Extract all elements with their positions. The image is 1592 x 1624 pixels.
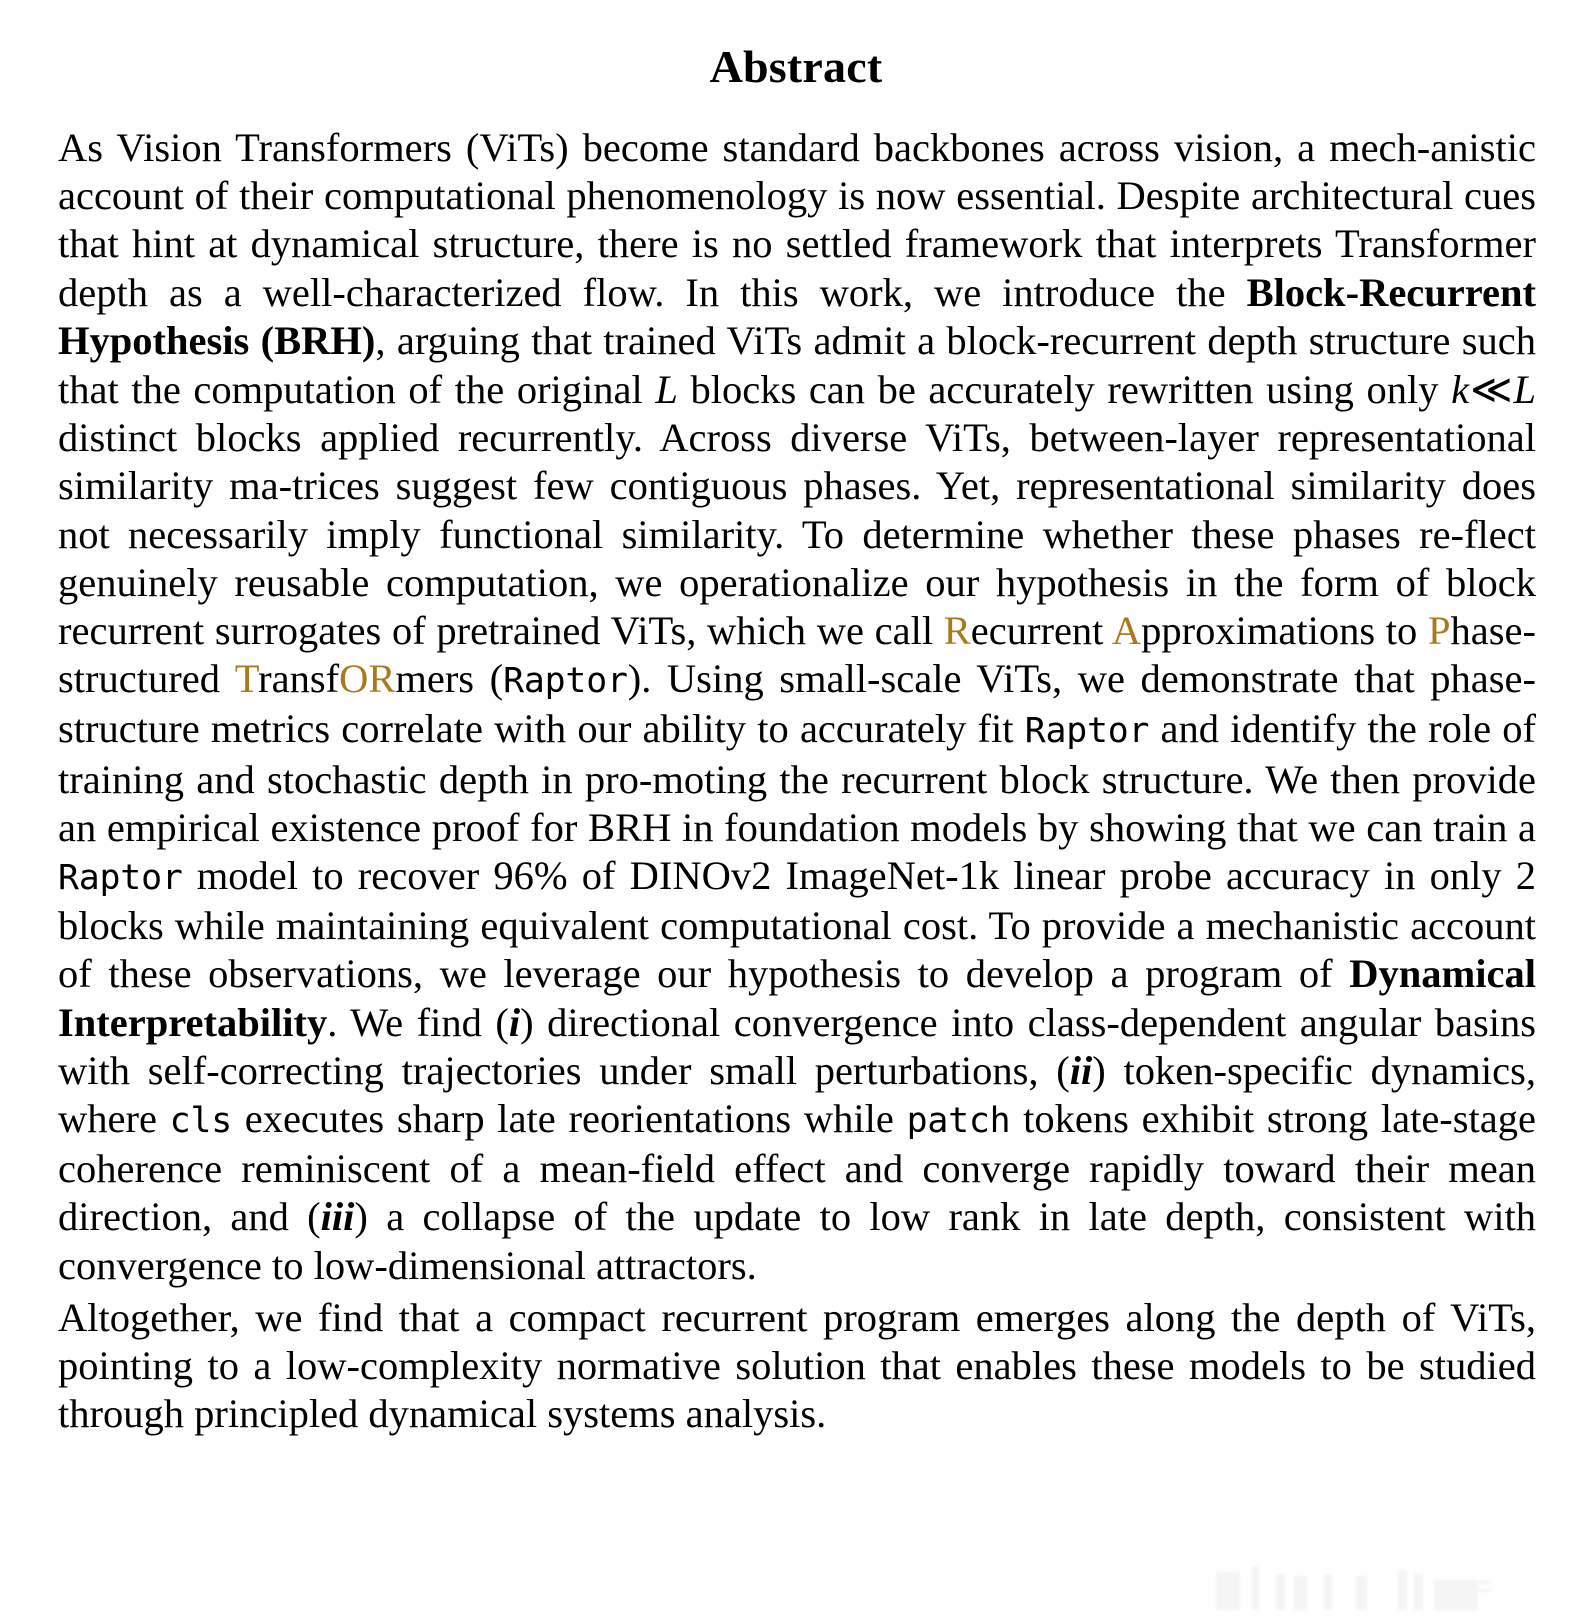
acronym-letter: P <box>1428 608 1451 654</box>
body-text: tokens exhibit strong late-stage coherence reminiscent of a mean-field effect and converge rapidly toward their mean direction, and ( <box>58 1096 1536 1240</box>
body-text: executes sharp late reorientations while <box>231 1096 907 1142</box>
math-variable: k <box>1451 367 1470 413</box>
watermark-artifact <box>1194 1530 1574 1616</box>
abstract-paragraph <box>58 124 1536 1290</box>
body-text: , arguing that trained ViTs admit a block-recurrent depth structure such that the computation of the original <box>58 317 1536 413</box>
acronym-letter: T <box>234 656 259 702</box>
emphasis-bold: Dynamical Interpretability <box>58 951 1536 1045</box>
body-text: Altogether, we find that a compact recurrent program emerges along the depth of ViTs, pointing to a low-complexity normative solution that enables these models to be studied through principled dynamical systems analysis. <box>58 1294 1536 1437</box>
body-text: mers ( <box>395 656 504 702</box>
enumeration-marker: i <box>508 999 521 1045</box>
emphasis-bold: Block-Recurrent Hypothesis (BRH) <box>58 269 1536 363</box>
enumeration-marker: ii <box>1069 1047 1093 1093</box>
page-title: Abstract <box>709 41 883 92</box>
body-text: As Vision Transformers (ViTs) become standard backbones across vision, a mech-anistic account of their computational phenomenology is now essential. Despite architectural cues that hint at dynamical structure, there is no settled framework that interprets Transformer depth as a well-characterized flow. In this work, we introduce the <box>58 125 1536 315</box>
acronym-letter: R <box>943 608 971 654</box>
body-text: ransf <box>258 656 340 702</box>
body-text: model to recover 96% of DINOv2 ImageNet-1k linear probe accuracy in only 2 blocks while maintaining equivalent computational cost. To provide a mechanistic account of these observations, we leverage our hypothesis to develop a program of <box>58 853 1536 997</box>
body-text: and identify the role of training and stochastic depth in pro-moting the recurrent block structure. We then provide an empirical existence proof for BRH in foundation models by showing that we can train a <box>58 706 1536 850</box>
body-text: ) token-specific dynamics, where <box>58 1047 1536 1142</box>
math-variable: L <box>655 367 678 413</box>
code-token: Raptor <box>58 858 183 899</box>
math-operator: ≪ <box>1470 365 1513 414</box>
body-text: hase-structured <box>58 608 1536 702</box>
body-text: . We find ( <box>327 999 509 1045</box>
abstract-paragraph <box>58 1294 1536 1439</box>
body-text: ). Using small-scale ViTs, we demonstrate that phase-structure metrics correlate with our ability to accurately fit <box>58 656 1536 752</box>
enumeration-marker: iii <box>320 1194 355 1240</box>
body-text: pproximations to <box>1141 608 1428 654</box>
math-variable: L <box>1513 367 1536 413</box>
abstract-body-column <box>58 124 1536 1438</box>
acronym-letter: OR <box>339 656 396 702</box>
code-token: patch <box>906 1101 1011 1142</box>
body-text: ecurrent <box>970 608 1112 654</box>
body-text: ) a collapse of the update to low rank in late depth, consistent with convergence to low-dimensional attractors. <box>58 1194 1536 1288</box>
code-token: Raptor <box>1024 711 1150 752</box>
code-token: Raptor <box>503 661 628 702</box>
code-token: cls <box>169 1101 232 1142</box>
body-text: distinct blocks applied recurrently. Across diverse ViTs, between-layer representational similarity ma-trices suggest few contiguous phases. Yet, representational similarity does not necessarily imply functional similarity. To determine whether these phases re-flect genuinely reusable computation, we operationalize our hypothesis in the form of block recurrent surrogates of pretrained ViTs, which we call <box>58 415 1536 654</box>
acronym-letter: A <box>1111 608 1142 654</box>
body-text: blocks can be accurately rewritten using only <box>677 367 1452 413</box>
body-text: ) directional convergence into class-dependent angular basins with self-correcting trajectories under small perturbations, ( <box>58 999 1536 1093</box>
